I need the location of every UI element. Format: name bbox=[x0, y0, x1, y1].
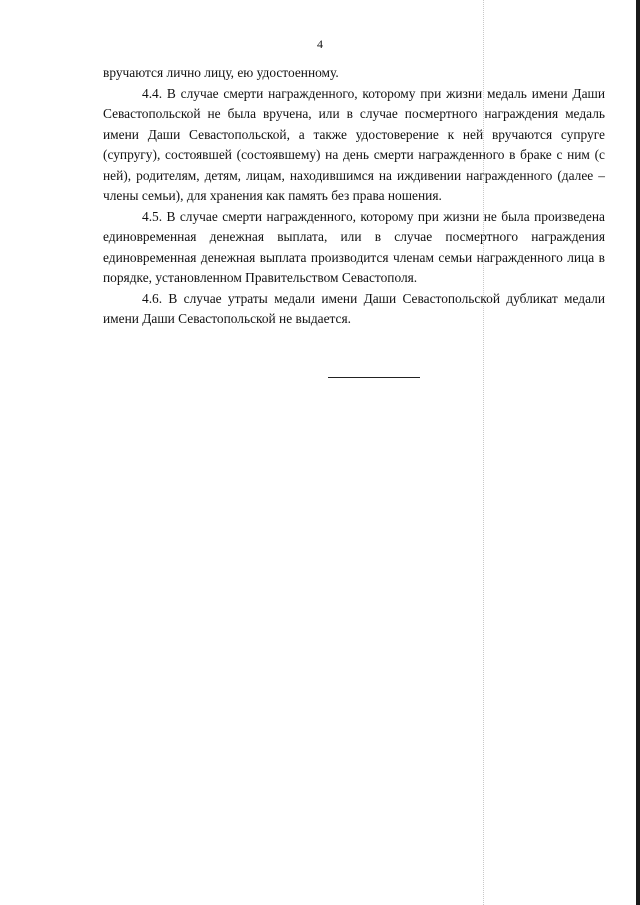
end-divider bbox=[328, 377, 420, 378]
paragraph-4-4: 4.4. В случае смерти награжденного, которому при жизни медаль имени Даши Севастопольской не была вручена, или в случае посмертного награждения медаль имени Даши Севастопольской, а также удостоверение к ней вручаются супруге (супругу), состоявшей (состоявшему) на день смерти награжденного в браке с ним (с ней), родителям, детям, лицам, находившимся на иждивении награжденного (далее – члены семьи), для хранения как память без права ношения. bbox=[103, 85, 605, 203]
paragraph-4-6: 4.6. В случае утраты медали имени Даши Севастопольской дубликат медали имени Даши Севастопольской не выдается. bbox=[103, 290, 605, 326]
document-body bbox=[103, 63, 605, 330]
paragraph-4-5: 4.5. В случае смерти награжденного, которому при жизни не была произведена единовременная денежная выплата, или в случае посмертного награждения единовременная денежная выплата производится членам семьи награжденного лица в порядке, установленном Правительством Севастополя. bbox=[103, 208, 605, 285]
scan-edge bbox=[636, 0, 640, 905]
paragraph-continuation: вручаются лично лицу, ею удостоенному. bbox=[103, 65, 339, 80]
page-number: 4 bbox=[317, 37, 323, 51]
